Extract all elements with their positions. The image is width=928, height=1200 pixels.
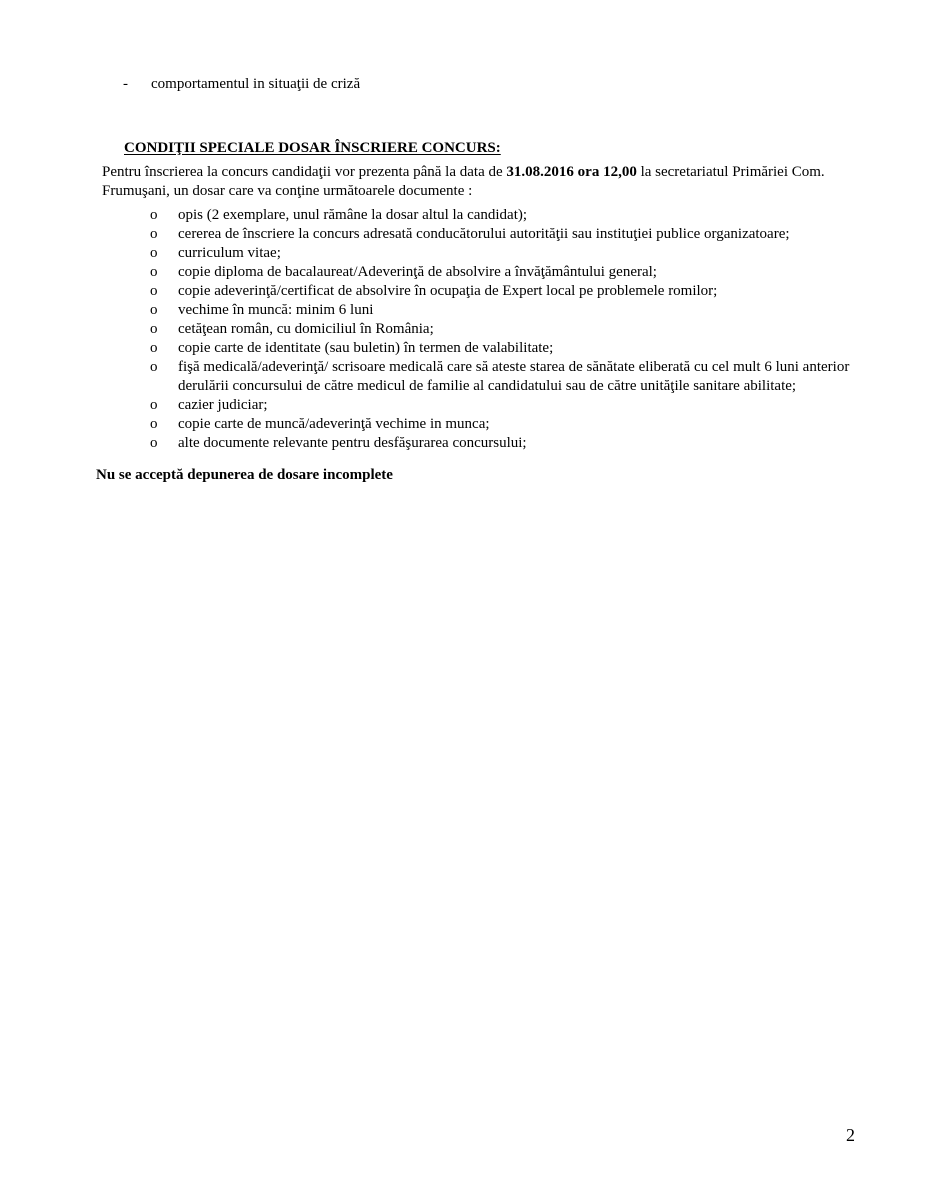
bullet-icon: o: [150, 302, 158, 318]
bullet-icon: o: [150, 359, 158, 375]
bullet-icon: o: [150, 226, 158, 242]
list-item-text: copie adeverinţă/certificat de absolvire în ocupaţia de Expert local pe problemele romilor;: [178, 283, 718, 299]
list-item: [0, 263, 868, 282]
list-item: [0, 415, 868, 434]
list-item: [0, 339, 868, 358]
bullet-icon: o: [150, 264, 158, 280]
crisis-behavior-item: comportamentul in situaţii de criză: [151, 76, 361, 92]
list-item-text: cetăţean român, cu domiciliul în România;: [178, 321, 434, 337]
list-item: [0, 320, 868, 339]
list-dash-marker: -: [123, 76, 128, 92]
list-item: [0, 358, 868, 396]
bullet-icon: o: [150, 435, 158, 451]
bullet-icon: o: [150, 321, 158, 337]
list-item-text: cazier judiciar;: [178, 397, 268, 413]
bullet-icon: o: [150, 397, 158, 413]
page-number: 2: [846, 1125, 855, 1145]
intro-paragraph: [102, 163, 862, 201]
section-heading: CONDIŢII SPECIALE DOSAR ÎNSCRIERE CONCURS:: [124, 140, 501, 156]
list-item-text: alte documente relevante pentru desfăşurarea concursului;: [178, 435, 527, 451]
intro-text-start: Pentru înscrierea la concurs candidaţii vor prezenta până la data de: [102, 164, 507, 180]
incomplete-files-warning: Nu se acceptă depunerea de dosare incomplete: [96, 467, 393, 483]
list-item-text: curriculum vitae;: [178, 245, 281, 261]
deadline-date: 31.08.2016 ora 12,00: [506, 164, 637, 180]
list-item-text: copie carte de identitate (sau buletin) în termen de valabilitate;: [178, 340, 554, 356]
list-item-text: fişă medicală/adeverinţă/ scrisoare medicală care să ateste starea de sănătate eliberată cu cel mult 6 luni anterior derulării concursului de către medicul de familie al candidatului sau de către unităţile sanitare abilitate;: [178, 359, 850, 394]
documents-list: [0, 206, 928, 453]
list-item: [0, 434, 868, 453]
list-item: [0, 282, 868, 301]
bullet-icon: o: [150, 340, 158, 356]
list-item-text: copie diploma de bacalaureat/Adeverinţă de absolvire a învăţământului general;: [178, 264, 657, 280]
list-item-text: copie carte de muncă/adeverinţă vechime in munca;: [178, 416, 490, 432]
list-item: [0, 244, 868, 263]
bullet-icon: o: [150, 416, 158, 432]
bullet-icon: o: [150, 207, 158, 223]
list-item: [0, 396, 868, 415]
list-item: [0, 301, 868, 320]
bullet-icon: o: [150, 245, 158, 261]
list-item: [0, 225, 868, 244]
list-item: [0, 206, 868, 225]
intro-text-end: la secretariatul Primăriei Com. Frumuşani, un dosar care va conţine următoarele documente :: [102, 164, 825, 199]
list-item-text: vechime în muncă: minim 6 luni: [178, 302, 374, 318]
bullet-icon: o: [150, 283, 158, 299]
list-item-text: opis (2 exemplare, unul rămâne la dosar altul la candidat);: [178, 207, 528, 223]
list-item-text: cererea de înscriere la concurs adresată conducătorului autorităţii sau instituţiei publice organizatoare;: [178, 226, 790, 242]
